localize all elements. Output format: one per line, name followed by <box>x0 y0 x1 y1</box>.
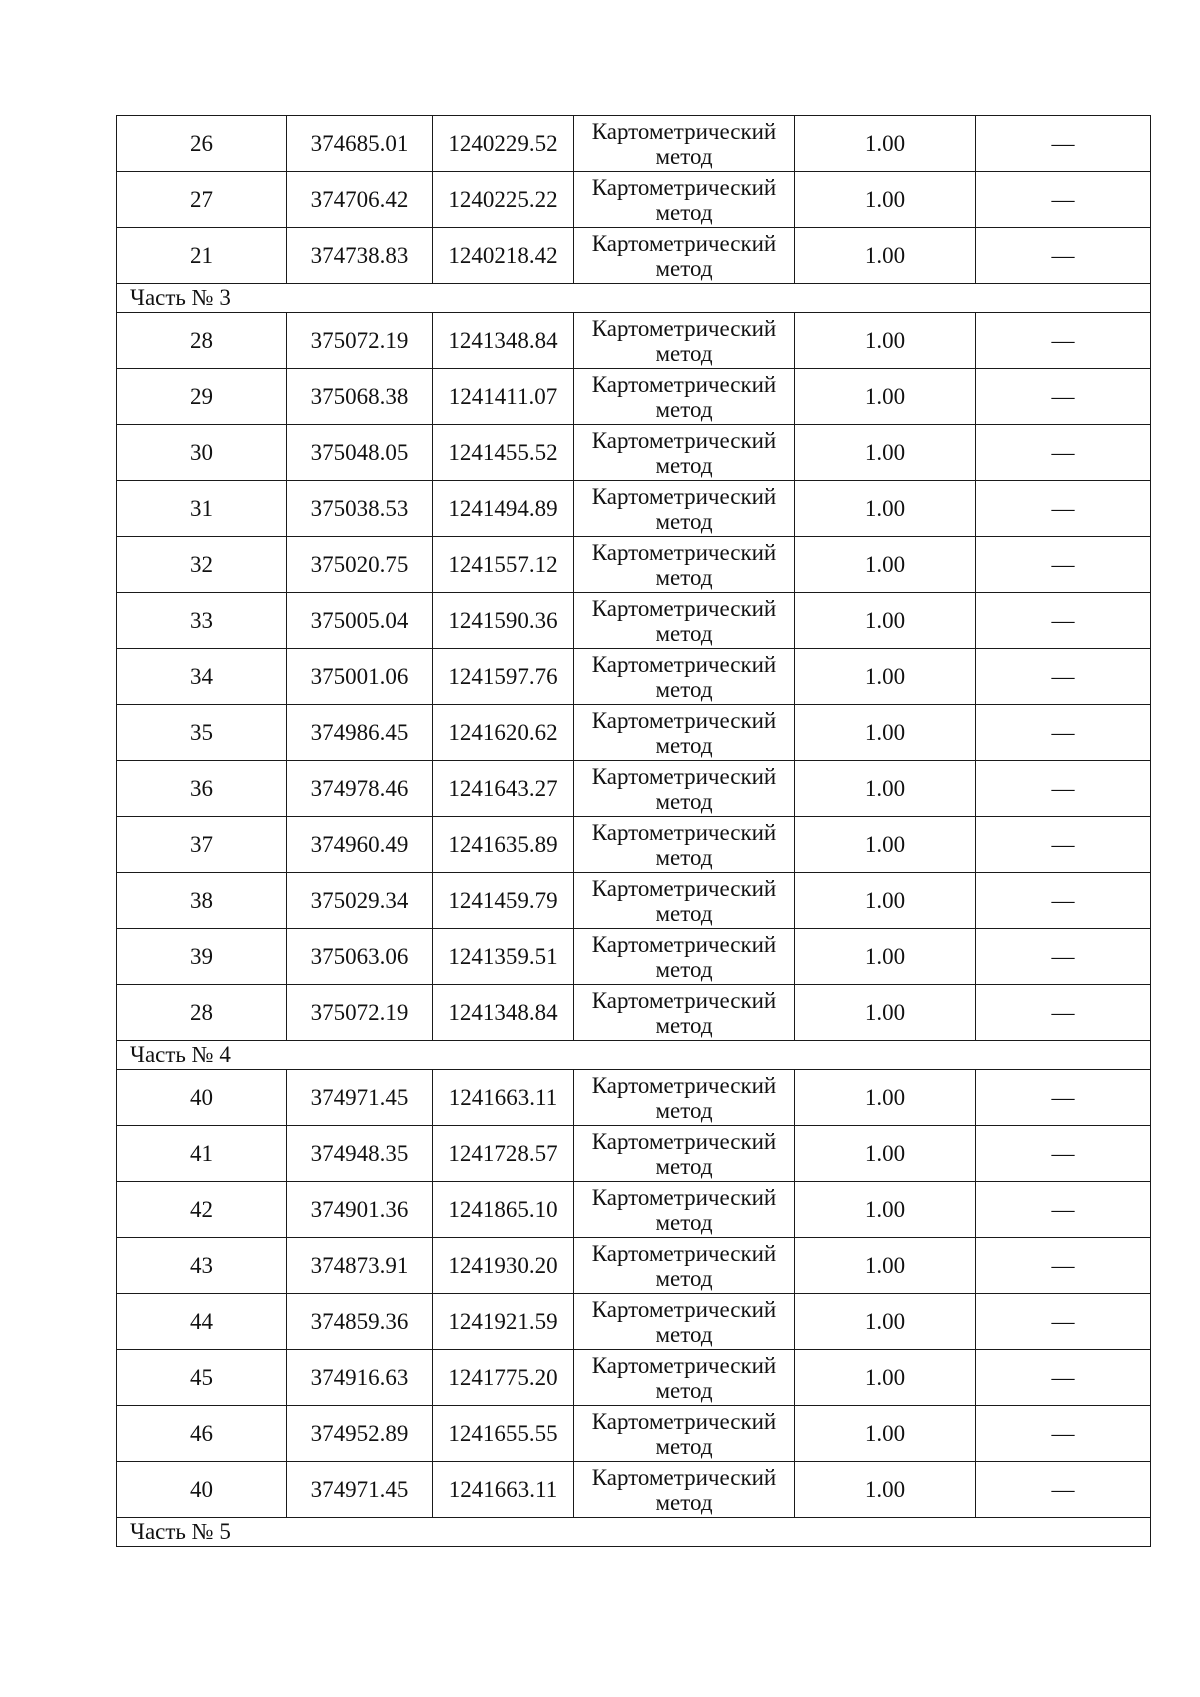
accuracy-cell: 1.00 <box>795 761 976 817</box>
table-row <box>117 1406 1151 1462</box>
method-line-2: метод <box>655 508 713 534</box>
method-cell <box>574 481 795 537</box>
method-line-2: метод <box>655 143 713 169</box>
method-line-2: метод <box>655 1153 713 1179</box>
x-coordinate-cell: 374706.42 <box>287 172 433 228</box>
description-dash-cell: — <box>976 481 1151 537</box>
table-row <box>117 873 1151 929</box>
description-dash-cell: — <box>976 425 1151 481</box>
description-dash-cell: — <box>976 593 1151 649</box>
x-coordinate-cell: 374952.89 <box>287 1406 433 1462</box>
accuracy-cell: 1.00 <box>795 537 976 593</box>
accuracy-cell: 1.00 <box>795 369 976 425</box>
method-cell <box>574 1350 795 1406</box>
table-row <box>117 593 1151 649</box>
y-coordinate-cell: 1240225.22 <box>433 172 574 228</box>
table-row <box>117 369 1151 425</box>
method-line-2: метод <box>655 564 713 590</box>
y-coordinate-cell: 1241775.20 <box>433 1350 574 1406</box>
method-line-1: Картометрический <box>591 819 777 845</box>
table-row <box>117 1070 1151 1126</box>
method-cell <box>574 1462 795 1518</box>
description-dash-cell: — <box>976 761 1151 817</box>
accuracy-cell: 1.00 <box>795 873 976 929</box>
coordinates-table-body <box>117 116 1151 1547</box>
method-cell <box>574 761 795 817</box>
part-label: Часть № 4 <box>117 1041 1151 1070</box>
y-coordinate-cell: 1241348.84 <box>433 985 574 1041</box>
method-cell <box>574 1182 795 1238</box>
method-cell <box>574 649 795 705</box>
method-cell <box>574 1126 795 1182</box>
accuracy-cell: 1.00 <box>795 1294 976 1350</box>
method-cell <box>574 537 795 593</box>
y-coordinate-cell: 1241459.79 <box>433 873 574 929</box>
table-row <box>117 228 1151 284</box>
x-coordinate-cell: 375072.19 <box>287 985 433 1041</box>
description-dash-cell: — <box>976 228 1151 284</box>
method-line-2: метод <box>655 340 713 366</box>
point-number-cell: 28 <box>117 985 287 1041</box>
table-row <box>117 1182 1151 1238</box>
method-cell <box>574 1406 795 1462</box>
description-dash-cell: — <box>976 705 1151 761</box>
method-line-2: метод <box>655 396 713 422</box>
point-number-cell: 35 <box>117 705 287 761</box>
method-line-1: Картометрический <box>591 483 777 509</box>
x-coordinate-cell: 374960.49 <box>287 817 433 873</box>
y-coordinate-cell: 1241411.07 <box>433 369 574 425</box>
description-dash-cell: — <box>976 1070 1151 1126</box>
y-coordinate-cell: 1240218.42 <box>433 228 574 284</box>
method-line-2: метод <box>655 1433 713 1459</box>
point-number-cell: 27 <box>117 172 287 228</box>
point-number-cell: 40 <box>117 1070 287 1126</box>
description-dash-cell: — <box>976 1126 1151 1182</box>
point-number-cell: 29 <box>117 369 287 425</box>
accuracy-cell: 1.00 <box>795 425 976 481</box>
accuracy-cell: 1.00 <box>795 1070 976 1126</box>
point-number-cell: 21 <box>117 228 287 284</box>
method-line-2: метод <box>655 255 713 281</box>
description-dash-cell: — <box>976 985 1151 1041</box>
method-cell <box>574 705 795 761</box>
x-coordinate-cell: 375005.04 <box>287 593 433 649</box>
table-row <box>117 425 1151 481</box>
method-cell <box>574 425 795 481</box>
point-number-cell: 40 <box>117 1462 287 1518</box>
x-coordinate-cell: 374901.36 <box>287 1182 433 1238</box>
x-coordinate-cell: 374873.91 <box>287 1238 433 1294</box>
x-coordinate-cell: 374948.35 <box>287 1126 433 1182</box>
y-coordinate-cell: 1241348.84 <box>433 313 574 369</box>
method-cell <box>574 985 795 1041</box>
description-dash-cell: — <box>976 1294 1151 1350</box>
method-line-1: Картометрический <box>591 651 777 677</box>
method-cell <box>574 873 795 929</box>
method-line-2: метод <box>655 452 713 478</box>
accuracy-cell: 1.00 <box>795 593 976 649</box>
method-line-1: Картометрический <box>591 1296 777 1322</box>
table-row <box>117 761 1151 817</box>
description-dash-cell: — <box>976 817 1151 873</box>
method-line-1: Картометрический <box>591 875 777 901</box>
description-dash-cell: — <box>976 929 1151 985</box>
description-dash-cell: — <box>976 1182 1151 1238</box>
point-number-cell: 41 <box>117 1126 287 1182</box>
method-line-2: метод <box>655 1377 713 1403</box>
method-line-1: Картометрический <box>591 1072 777 1098</box>
method-line-1: Картометрический <box>591 987 777 1013</box>
table-row <box>117 1238 1151 1294</box>
accuracy-cell: 1.00 <box>795 817 976 873</box>
method-cell <box>574 1070 795 1126</box>
accuracy-cell: 1.00 <box>795 116 976 172</box>
description-dash-cell: — <box>976 649 1151 705</box>
table-row <box>117 929 1151 985</box>
y-coordinate-cell: 1241635.89 <box>433 817 574 873</box>
x-coordinate-cell: 375038.53 <box>287 481 433 537</box>
description-dash-cell: — <box>976 537 1151 593</box>
table-row <box>117 116 1151 172</box>
method-cell <box>574 1238 795 1294</box>
x-coordinate-cell: 375063.06 <box>287 929 433 985</box>
method-line-1: Картометрический <box>591 371 777 397</box>
x-coordinate-cell: 375029.34 <box>287 873 433 929</box>
y-coordinate-cell: 1241455.52 <box>433 425 574 481</box>
point-number-cell: 46 <box>117 1406 287 1462</box>
description-dash-cell: — <box>976 116 1151 172</box>
method-line-1: Картометрический <box>591 707 777 733</box>
y-coordinate-cell: 1241359.51 <box>433 929 574 985</box>
x-coordinate-cell: 375048.05 <box>287 425 433 481</box>
accuracy-cell: 1.00 <box>795 1350 976 1406</box>
point-number-cell: 43 <box>117 1238 287 1294</box>
part-label: Часть № 5 <box>117 1518 1151 1547</box>
accuracy-cell: 1.00 <box>795 649 976 705</box>
method-line-1: Картометрический <box>591 118 777 144</box>
method-line-2: метод <box>655 199 713 225</box>
accuracy-cell: 1.00 <box>795 929 976 985</box>
point-number-cell: 30 <box>117 425 287 481</box>
method-line-1: Картометрический <box>591 931 777 957</box>
point-number-cell: 44 <box>117 1294 287 1350</box>
method-line-2: метод <box>655 620 713 646</box>
method-line-1: Картометрический <box>591 1352 777 1378</box>
point-number-cell: 45 <box>117 1350 287 1406</box>
point-number-cell: 34 <box>117 649 287 705</box>
part-header-row <box>117 1041 1151 1070</box>
accuracy-cell: 1.00 <box>795 1462 976 1518</box>
point-number-cell: 26 <box>117 116 287 172</box>
y-coordinate-cell: 1241590.36 <box>433 593 574 649</box>
table-row <box>117 537 1151 593</box>
part-header-row <box>117 284 1151 313</box>
method-cell <box>574 369 795 425</box>
table-row <box>117 705 1151 761</box>
description-dash-cell: — <box>976 1350 1151 1406</box>
accuracy-cell: 1.00 <box>795 1238 976 1294</box>
part-label: Часть № 3 <box>117 284 1151 313</box>
description-dash-cell: — <box>976 1462 1151 1518</box>
y-coordinate-cell: 1241930.20 <box>433 1238 574 1294</box>
table-row <box>117 481 1151 537</box>
point-number-cell: 38 <box>117 873 287 929</box>
method-line-2: метод <box>655 1012 713 1038</box>
method-line-1: Картометрический <box>591 1184 777 1210</box>
part-header-row <box>117 1518 1151 1547</box>
method-cell <box>574 313 795 369</box>
table-row <box>117 313 1151 369</box>
coordinates-table <box>116 115 1151 1547</box>
method-line-2: метод <box>655 676 713 702</box>
point-number-cell: 31 <box>117 481 287 537</box>
table-row <box>117 985 1151 1041</box>
accuracy-cell: 1.00 <box>795 228 976 284</box>
method-line-1: Картометрический <box>591 1464 777 1490</box>
accuracy-cell: 1.00 <box>795 705 976 761</box>
method-line-1: Картометрический <box>591 315 777 341</box>
method-line-1: Картометрический <box>591 763 777 789</box>
x-coordinate-cell: 374685.01 <box>287 116 433 172</box>
x-coordinate-cell: 374916.63 <box>287 1350 433 1406</box>
method-cell <box>574 593 795 649</box>
table-row <box>117 1294 1151 1350</box>
method-cell <box>574 1294 795 1350</box>
y-coordinate-cell: 1241728.57 <box>433 1126 574 1182</box>
description-dash-cell: — <box>976 313 1151 369</box>
point-number-cell: 33 <box>117 593 287 649</box>
method-line-1: Картометрический <box>591 1240 777 1266</box>
accuracy-cell: 1.00 <box>795 985 976 1041</box>
y-coordinate-cell: 1240229.52 <box>433 116 574 172</box>
accuracy-cell: 1.00 <box>795 172 976 228</box>
table-row <box>117 1350 1151 1406</box>
y-coordinate-cell: 1241655.55 <box>433 1406 574 1462</box>
description-dash-cell: — <box>976 1238 1151 1294</box>
table-row <box>117 1462 1151 1518</box>
table-row <box>117 1126 1151 1182</box>
description-dash-cell: — <box>976 1406 1151 1462</box>
method-cell <box>574 116 795 172</box>
x-coordinate-cell: 374978.46 <box>287 761 433 817</box>
y-coordinate-cell: 1241620.62 <box>433 705 574 761</box>
x-coordinate-cell: 374971.45 <box>287 1462 433 1518</box>
point-number-cell: 37 <box>117 817 287 873</box>
x-coordinate-cell: 374738.83 <box>287 228 433 284</box>
method-line-2: метод <box>655 1209 713 1235</box>
point-number-cell: 28 <box>117 313 287 369</box>
point-number-cell: 39 <box>117 929 287 985</box>
y-coordinate-cell: 1241494.89 <box>433 481 574 537</box>
x-coordinate-cell: 375068.38 <box>287 369 433 425</box>
point-number-cell: 32 <box>117 537 287 593</box>
y-coordinate-cell: 1241663.11 <box>433 1462 574 1518</box>
y-coordinate-cell: 1241643.27 <box>433 761 574 817</box>
method-line-1: Картометрический <box>591 1128 777 1154</box>
method-line-1: Картометрический <box>591 230 777 256</box>
x-coordinate-cell: 375020.75 <box>287 537 433 593</box>
method-line-1: Картометрический <box>591 539 777 565</box>
method-line-1: Картометрический <box>591 1408 777 1434</box>
method-line-2: метод <box>655 1321 713 1347</box>
method-line-2: метод <box>655 900 713 926</box>
accuracy-cell: 1.00 <box>795 1182 976 1238</box>
x-coordinate-cell: 375072.19 <box>287 313 433 369</box>
y-coordinate-cell: 1241663.11 <box>433 1070 574 1126</box>
point-number-cell: 42 <box>117 1182 287 1238</box>
y-coordinate-cell: 1241921.59 <box>433 1294 574 1350</box>
method-cell <box>574 817 795 873</box>
accuracy-cell: 1.00 <box>795 1406 976 1462</box>
method-line-2: метод <box>655 732 713 758</box>
method-line-2: метод <box>655 1489 713 1515</box>
y-coordinate-cell: 1241865.10 <box>433 1182 574 1238</box>
method-line-2: метод <box>655 956 713 982</box>
accuracy-cell: 1.00 <box>795 313 976 369</box>
x-coordinate-cell: 374986.45 <box>287 705 433 761</box>
method-line-1: Картометрический <box>591 427 777 453</box>
method-line-1: Картометрический <box>591 595 777 621</box>
method-line-1: Картометрический <box>591 174 777 200</box>
y-coordinate-cell: 1241557.12 <box>433 537 574 593</box>
method-line-2: метод <box>655 1265 713 1291</box>
x-coordinate-cell: 375001.06 <box>287 649 433 705</box>
table-row <box>117 649 1151 705</box>
accuracy-cell: 1.00 <box>795 481 976 537</box>
description-dash-cell: — <box>976 172 1151 228</box>
y-coordinate-cell: 1241597.76 <box>433 649 574 705</box>
accuracy-cell: 1.00 <box>795 1126 976 1182</box>
x-coordinate-cell: 374859.36 <box>287 1294 433 1350</box>
method-line-2: метод <box>655 1097 713 1123</box>
table-row <box>117 817 1151 873</box>
table-row <box>117 172 1151 228</box>
method-cell <box>574 172 795 228</box>
description-dash-cell: — <box>976 369 1151 425</box>
method-cell <box>574 929 795 985</box>
x-coordinate-cell: 374971.45 <box>287 1070 433 1126</box>
method-line-2: метод <box>655 844 713 870</box>
method-cell <box>574 228 795 284</box>
description-dash-cell: — <box>976 873 1151 929</box>
point-number-cell: 36 <box>117 761 287 817</box>
method-line-2: метод <box>655 788 713 814</box>
